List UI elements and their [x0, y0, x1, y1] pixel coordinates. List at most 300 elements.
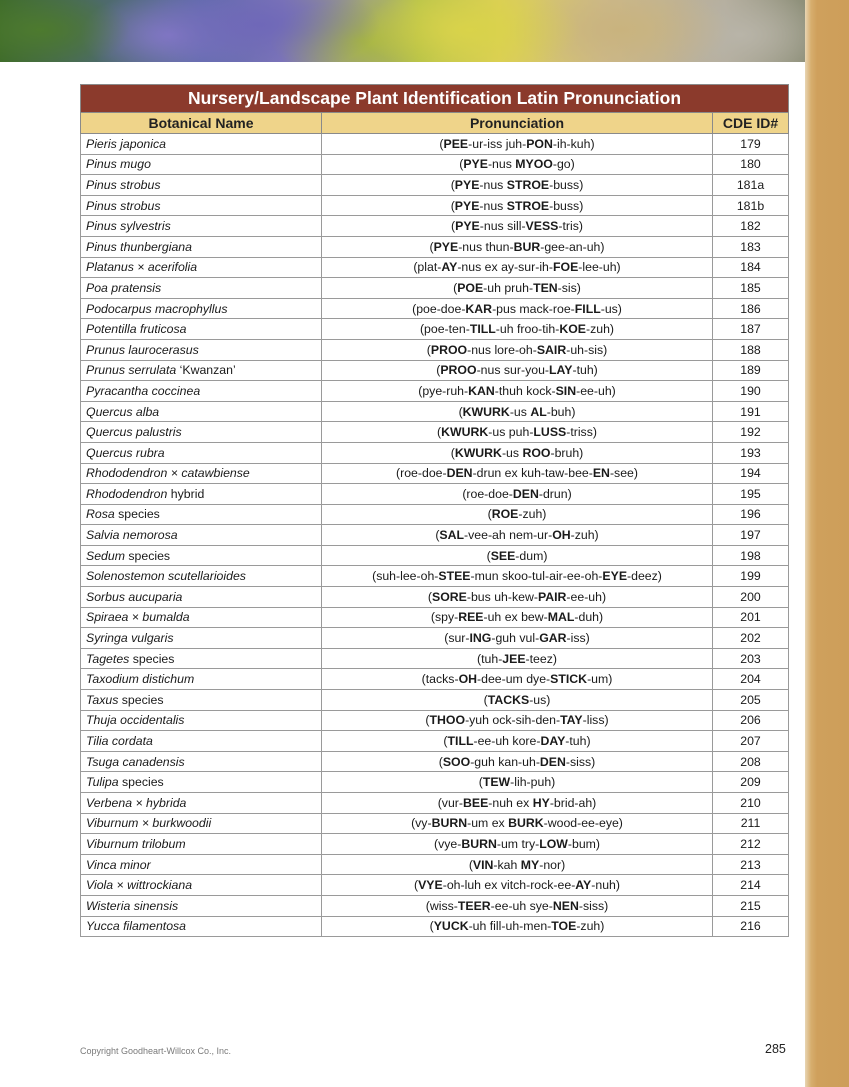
table-row [81, 895, 789, 916]
page-edge-stripe [805, 0, 849, 1087]
stressed-syllable: LOW [539, 836, 568, 851]
syllable-text: -bum) [567, 836, 601, 851]
stressed-syllable: POE [457, 280, 484, 295]
pronunciation-cell [322, 566, 713, 587]
table-row [81, 236, 789, 257]
stressed-syllable: PYE [433, 239, 459, 254]
syllable-text: -go) [552, 157, 575, 172]
cde-id-cell: 181b [713, 195, 789, 216]
syllable-text: -siss) [578, 898, 609, 913]
cde-id-cell: 182 [713, 216, 789, 237]
cde-id-cell: 195 [713, 484, 789, 505]
syllable-text: -nus lore-oh- [467, 342, 537, 357]
botanical-name: Quercus alba [86, 404, 160, 419]
syllable-text: ( [450, 198, 455, 213]
botanical-name: Poa pratensis [86, 280, 162, 295]
table-row [81, 319, 789, 340]
syllable-text: -bus uh-kew- [466, 589, 538, 604]
pronunciation-table-container [80, 84, 788, 937]
stressed-syllable: STROE [506, 198, 550, 213]
table-row [81, 360, 789, 381]
syllable-text: -uh ex bew- [483, 610, 548, 625]
botanical-name-cell [81, 875, 322, 896]
botanical-name: Syringa vulgaris [86, 631, 174, 646]
botanical-name-cell [81, 401, 322, 422]
syllable-text: -us [501, 445, 523, 460]
column-header-botanical-name: Botanical Name [81, 113, 322, 134]
pronunciation-cell [322, 875, 713, 896]
cde-id-cell: 202 [713, 628, 789, 649]
pronunciation-cell [322, 525, 713, 546]
botanical-name: Solenostemon scutellarioides [86, 569, 246, 584]
botanical-name: Rhododendron [86, 486, 168, 501]
stressed-syllable: SOO [442, 754, 471, 769]
botanical-name: Tulipa [86, 775, 119, 790]
table-row [81, 690, 789, 711]
botanical-name-cell [81, 895, 322, 916]
syllable-text: ( [425, 713, 430, 728]
cde-id-cell: 189 [713, 360, 789, 381]
syllable-text: ( [426, 342, 431, 357]
pronunciation-cell [322, 134, 713, 155]
syllable-text: -drun) [538, 486, 572, 501]
syllable-text: -dum) [515, 548, 548, 563]
stressed-syllable: ROE [491, 507, 519, 522]
cde-id-cell: 192 [713, 422, 789, 443]
table-row [81, 751, 789, 772]
syllable-text: -drun ex kuh-taw-bee- [472, 466, 593, 481]
syllable-text: -us) [600, 301, 622, 316]
stressed-syllable: PEE [443, 136, 469, 151]
botanical-name: Pinus sylvestris [86, 219, 171, 234]
syllable-text: ( [450, 177, 455, 192]
stressed-syllable: BURN [431, 816, 468, 831]
stressed-syllable: SEE [490, 548, 516, 563]
pronunciation-cell [322, 895, 713, 916]
stressed-syllable: JEE [502, 651, 526, 666]
stressed-syllable: TILL [469, 322, 496, 337]
table-row [81, 587, 789, 608]
pronunciation-cell [322, 545, 713, 566]
stressed-syllable: KWURK [462, 404, 510, 419]
botanical-name: Sedum [86, 548, 125, 563]
pronunciation-cell [322, 751, 713, 772]
syllable-text: ( [450, 445, 455, 460]
table-row [81, 195, 789, 216]
syllable-text: -yuh ock-sih-den- [465, 713, 561, 728]
cde-id-cell: 196 [713, 504, 789, 525]
botanical-name-cell [81, 257, 322, 278]
cde-id-cell: 193 [713, 442, 789, 463]
botanical-name: Thuja occidentalis [86, 713, 185, 728]
table-row [81, 442, 789, 463]
syllable-text: (vur- [437, 795, 463, 810]
pronunciation-cell [322, 339, 713, 360]
stressed-syllable: BUR [513, 239, 541, 254]
pronunciation-cell [322, 731, 713, 752]
syllable-text: -nus [479, 198, 507, 213]
stressed-syllable: ING [469, 631, 492, 646]
botanical-name: Viburnum trilobum [86, 836, 186, 851]
pronunciation-cell [322, 360, 713, 381]
stressed-syllable: MY [520, 857, 540, 872]
botanical-name-cell [81, 525, 322, 546]
stressed-syllable: TACKS [487, 692, 530, 707]
syllable-text: ( [487, 507, 492, 522]
table-row [81, 772, 789, 793]
syllable-text: -ee-uh) [566, 589, 607, 604]
syllable-text: -buh) [546, 404, 576, 419]
syllable-text: -nus [487, 157, 516, 172]
stressed-syllable: VESS [525, 219, 559, 234]
syllable-text: -ee-uh sye- [490, 898, 553, 913]
syllable-text: -see) [609, 466, 638, 481]
stressed-syllable: PYE [463, 157, 488, 172]
botanical-name-qualifier: species [114, 507, 160, 522]
table-row [81, 793, 789, 814]
botanical-name-cell [81, 813, 322, 834]
pronunciation-cell [322, 216, 713, 237]
cde-id-cell: 188 [713, 339, 789, 360]
table-title-row [81, 85, 789, 113]
syllable-text: -tris) [558, 219, 583, 234]
table-row [81, 298, 789, 319]
pronunciation-cell [322, 793, 713, 814]
syllable-text: (tuh- [477, 651, 503, 666]
botanical-name: Taxus [86, 692, 119, 707]
syllable-text: (spy- [430, 610, 459, 625]
cde-id-cell: 194 [713, 463, 789, 484]
table-row [81, 525, 789, 546]
pronunciation-cell [322, 257, 713, 278]
syllable-text: -triss) [566, 425, 597, 440]
stressed-syllable: YUCK [433, 919, 469, 934]
syllable-text: -siss) [565, 754, 596, 769]
cde-id-cell: 186 [713, 298, 789, 319]
table-row [81, 484, 789, 505]
table-row [81, 648, 789, 669]
syllable-text: -uh froo-tih- [495, 322, 560, 337]
botanical-name: Sorbus aucuparia [86, 589, 183, 604]
syllable-text: -teez) [525, 651, 557, 666]
cde-id-cell: 208 [713, 751, 789, 772]
stressed-syllable: PYE [455, 219, 480, 234]
syllable-text: ( [483, 692, 488, 707]
botanical-name-cell [81, 566, 322, 587]
cde-id-cell: 180 [713, 154, 789, 175]
stressed-syllable: REE [458, 610, 484, 625]
syllable-text: -liss) [582, 713, 609, 728]
cde-id-cell: 183 [713, 236, 789, 257]
botanical-name-cell [81, 422, 322, 443]
botanical-name-cell [81, 751, 322, 772]
stressed-syllable: LUSS [533, 425, 567, 440]
syllable-text: ( [458, 404, 463, 419]
botanical-name-cell [81, 731, 322, 752]
syllable-text: ( [438, 754, 443, 769]
stressed-syllable: EYE [602, 569, 628, 584]
pronunciation-cell [322, 278, 713, 299]
cde-id-cell: 210 [713, 793, 789, 814]
cde-id-cell: 206 [713, 710, 789, 731]
botanical-name-cell [81, 504, 322, 525]
page-number: 285 [765, 1042, 786, 1056]
pronunciation-cell [322, 463, 713, 484]
botanical-name-cell [81, 710, 322, 731]
syllable-text: ( [459, 157, 464, 172]
stressed-syllable: EN [592, 466, 610, 481]
table-body [81, 134, 789, 937]
pronunciation-cell [322, 648, 713, 669]
botanical-name: Yucca filamentosa [86, 919, 187, 934]
syllable-text: -zuh) [586, 322, 615, 337]
stressed-syllable: DEN [539, 754, 566, 769]
botanical-name: Tagetes [86, 651, 130, 666]
syllable-text: -mun skoo-tul-air-ee-oh- [470, 569, 603, 584]
stressed-syllable: PROO [440, 363, 477, 378]
stressed-syllable: DEN [446, 466, 473, 481]
botanical-name-cell [81, 463, 322, 484]
cde-id-cell: 197 [713, 525, 789, 546]
botanical-name: Pyracantha coccinea [86, 383, 201, 398]
table-row [81, 545, 789, 566]
botanical-name: Rhododendron × catawbiense [86, 466, 250, 481]
table-row [81, 401, 789, 422]
syllable-text: -us puh- [488, 425, 534, 440]
syllable-text: -guh vul- [491, 631, 540, 646]
pronunciation-cell [322, 442, 713, 463]
syllable-text: -gee-an-uh) [540, 239, 605, 254]
botanical-name: Wisteria sinensis [86, 898, 179, 913]
stressed-syllable: ROO [522, 445, 551, 460]
botanical-name: Pinus thunbergiana [86, 239, 192, 254]
pronunciation-cell [322, 916, 713, 937]
pronunciation-cell [322, 175, 713, 196]
botanical-name-cell [81, 587, 322, 608]
botanical-name-cell [81, 381, 322, 402]
stressed-syllable: SAL [439, 528, 465, 543]
botanical-name-cell [81, 916, 322, 937]
stressed-syllable: BURK [508, 816, 544, 831]
pronunciation-cell [322, 834, 713, 855]
stressed-syllable: NEN [552, 898, 579, 913]
table-header-row [81, 113, 789, 134]
botanical-name-qualifier: species [129, 651, 175, 666]
botanical-name: Salvia nemorosa [86, 528, 178, 543]
table-row [81, 710, 789, 731]
copyright-notice: Copyright Goodheart-Willcox Co., Inc. [80, 1046, 232, 1056]
botanical-name-cell [81, 628, 322, 649]
cde-id-cell: 215 [713, 895, 789, 916]
table-row [81, 669, 789, 690]
botanical-name-cell [81, 278, 322, 299]
syllable-text: -ur-iss juh- [468, 136, 527, 151]
botanical-name: Pinus strobus [86, 198, 161, 213]
pronunciation-cell [322, 587, 713, 608]
table-row [81, 607, 789, 628]
botanical-name-cell [81, 195, 322, 216]
syllable-text: -iss) [566, 631, 590, 646]
stressed-syllable: STROE [506, 177, 550, 192]
syllable-text: -duh) [574, 610, 604, 625]
botanical-name-qualifier: species [118, 692, 164, 707]
pronunciation-cell [322, 813, 713, 834]
syllable-text: -us) [529, 692, 551, 707]
column-header-cde-id: CDE ID# [713, 113, 789, 134]
syllable-text: -nus [479, 177, 507, 192]
pronunciation-table [80, 84, 789, 937]
table-row [81, 566, 789, 587]
pronunciation-cell [322, 484, 713, 505]
syllable-text: ( [436, 363, 441, 378]
syllable-text: -zuh) [570, 528, 599, 543]
botanical-name: Tilia cordata [86, 734, 153, 749]
table-row [81, 216, 789, 237]
stressed-syllable: BURN [461, 836, 497, 851]
stressed-syllable: GAR [539, 631, 567, 646]
syllable-text: (pye-ruh- [418, 383, 469, 398]
syllable-text: -nuh) [591, 878, 620, 893]
stressed-syllable: STEE [438, 569, 471, 584]
botanical-name-cell [81, 854, 322, 875]
pronunciation-cell [322, 854, 713, 875]
stressed-syllable: FOE [553, 260, 579, 275]
syllable-text: (tacks- [421, 672, 459, 687]
botanical-name: Verbena × hybrida [86, 795, 187, 810]
stressed-syllable: SAIR [536, 342, 567, 357]
cde-id-cell: 209 [713, 772, 789, 793]
pronunciation-cell [322, 401, 713, 422]
stressed-syllable: TEW [482, 775, 511, 790]
botanical-name: Quercus rubra [86, 445, 165, 460]
table-row [81, 875, 789, 896]
botanical-name: Pinus mugo [86, 157, 151, 172]
syllable-text: ( [429, 919, 434, 934]
table-row [81, 834, 789, 855]
botanical-name-cell [81, 793, 322, 814]
cde-id-cell: 184 [713, 257, 789, 278]
botanical-name-cell [81, 545, 322, 566]
syllable-text: -pus mack-roe- [492, 301, 575, 316]
pronunciation-cell [322, 195, 713, 216]
cde-id-cell: 212 [713, 834, 789, 855]
botanical-name-cell [81, 360, 322, 381]
botanical-name: Viburnum × burkwoodii [86, 816, 212, 831]
stressed-syllable: BEE [462, 795, 489, 810]
syllable-text: -um) [587, 672, 613, 687]
syllable-text: -deez) [627, 569, 662, 584]
syllable-text: (suh-lee-oh- [372, 569, 439, 584]
syllable-text: -buss) [549, 198, 584, 213]
table-row [81, 628, 789, 649]
cde-id-cell: 199 [713, 566, 789, 587]
syllable-text: -oh-luh ex vitch-rock-ee- [442, 878, 576, 893]
syllable-text: ( [451, 219, 456, 234]
cde-id-cell: 205 [713, 690, 789, 711]
syllable-text: -thuh kock- [494, 383, 556, 398]
botanical-name-cell [81, 834, 322, 855]
cde-id-cell: 213 [713, 854, 789, 875]
table-row [81, 813, 789, 834]
stressed-syllable: KAR [465, 301, 493, 316]
botanical-name-cell [81, 319, 322, 340]
cde-id-cell: 190 [713, 381, 789, 402]
syllable-text: -nus sur-you- [476, 363, 549, 378]
pronunciation-cell [322, 628, 713, 649]
cde-id-cell: 203 [713, 648, 789, 669]
botanical-name: Pieris japonica [86, 136, 166, 151]
cde-id-cell: 211 [713, 813, 789, 834]
syllable-text: (wiss- [425, 898, 458, 913]
stressed-syllable: MYOO [515, 157, 553, 172]
stressed-syllable: OH [458, 672, 478, 687]
table-row [81, 854, 789, 875]
stressed-syllable: FILL [574, 301, 601, 316]
table-row [81, 422, 789, 443]
botanical-name-cell [81, 298, 322, 319]
stressed-syllable: HY [532, 795, 550, 810]
stressed-syllable: KWURK [454, 445, 502, 460]
syllable-text: -um ex [467, 816, 509, 831]
pronunciation-cell [322, 669, 713, 690]
botanical-name-qualifier: ‘Kwanzan’ [176, 363, 236, 378]
syllable-text: -ih-kuh) [552, 136, 595, 151]
botanical-name: Pinus strobus [86, 177, 161, 192]
syllable-text: -zuh) [576, 919, 605, 934]
pronunciation-cell [322, 381, 713, 402]
cde-id-cell: 179 [713, 134, 789, 155]
syllable-text: ( [414, 878, 419, 893]
syllable-text: -ee-uh kore- [473, 734, 541, 749]
botanical-name: Potentilla fruticosa [86, 322, 187, 337]
cde-id-cell: 214 [713, 875, 789, 896]
botanical-name: Spiraea × bumalda [86, 610, 190, 625]
syllable-text: ( [478, 775, 483, 790]
botanical-name: Quercus palustris [86, 425, 182, 440]
pronunciation-cell [322, 710, 713, 731]
botanical-name: Prunus serrulata [86, 363, 177, 378]
table-row [81, 257, 789, 278]
syllable-text: -dee-um dye- [477, 672, 551, 687]
botanical-name-cell [81, 134, 322, 155]
stressed-syllable: TAY [560, 713, 583, 728]
stressed-syllable: VYE [418, 878, 443, 893]
syllable-text: -buss) [549, 177, 584, 192]
cde-id-cell: 181a [713, 175, 789, 196]
syllable-text: -ee-uh) [576, 383, 616, 398]
stressed-syllable: AL [530, 404, 547, 419]
botanical-name: Prunus laurocerasus [86, 342, 199, 357]
syllable-text: -nuh ex [488, 795, 533, 810]
stressed-syllable: PROO [430, 342, 468, 357]
syllable-text: -uh-sis) [566, 342, 608, 357]
botanical-name-cell [81, 648, 322, 669]
syllable-text: -us [509, 404, 531, 419]
pronunciation-cell [322, 319, 713, 340]
pronunciation-cell [322, 690, 713, 711]
stressed-syllable: KAN [468, 383, 495, 398]
stressed-syllable: PYE [454, 198, 480, 213]
botanical-name-qualifier: hybrid [167, 486, 205, 501]
stressed-syllable: PON [526, 136, 553, 151]
botanical-name-cell [81, 484, 322, 505]
stressed-syllable: MAL [547, 610, 575, 625]
botanical-name-cell [81, 690, 322, 711]
syllable-text: -nus sill- [479, 219, 526, 234]
table-title: Nursery/Landscape Plant Identification Latin Pronunciation [81, 85, 789, 113]
syllable-text: ( [486, 548, 491, 563]
pronunciation-cell [322, 298, 713, 319]
